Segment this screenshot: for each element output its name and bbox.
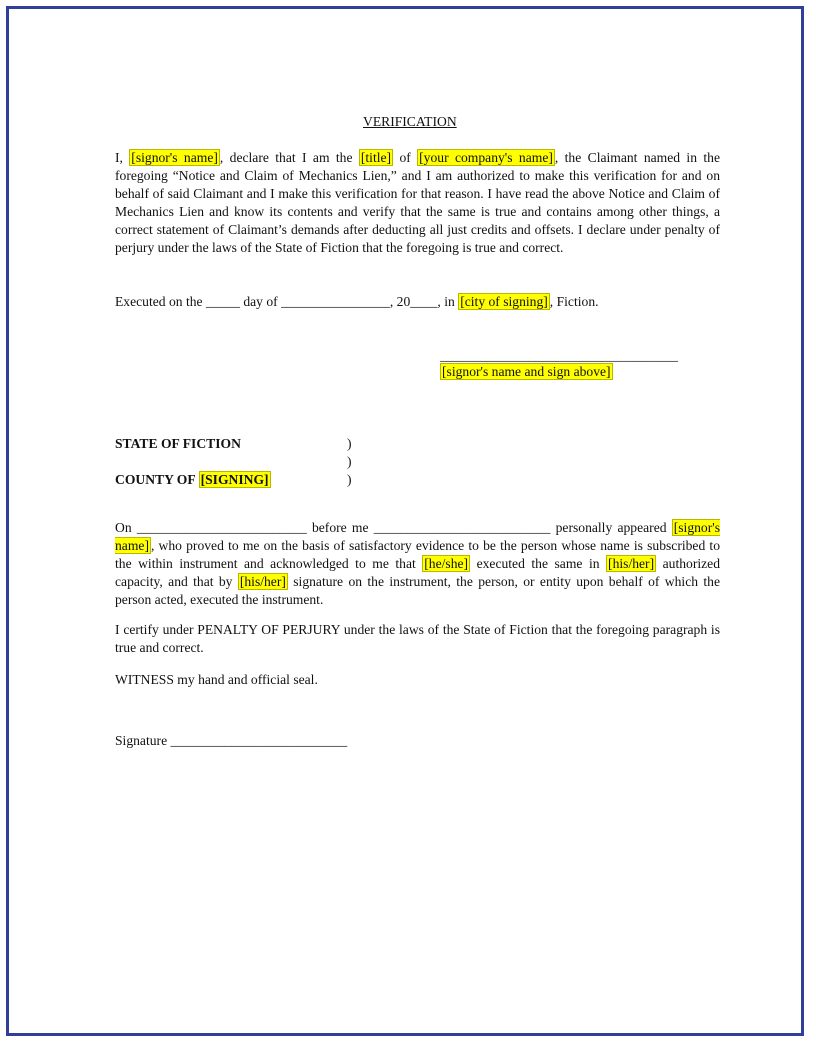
text: authorized capacity, and that by (115, 555, 720, 589)
witness-line: WITNESS my hand and official seal. (115, 672, 318, 687)
text: signature on the instrument, the person, or entity upon behalf of which the person acted, executed the instrument. (115, 573, 720, 607)
text: , who proved to me on the basis of satisfactory evidence to be the person whose name is subscribed to the within instrument and acknowledged to me that (115, 537, 720, 571)
acknowledgment-paragraph (115, 519, 720, 609)
text: I, (115, 150, 130, 165)
venue-paren: ) (347, 472, 352, 487)
certify-paragraph: I certify under PENALTY OF PERJURY under the laws of the State of Fiction that the foregoing paragraph is true and correct. (115, 622, 720, 655)
notary-signature-line: Signature __________________________ (115, 733, 348, 748)
placeholder-pronoun: [his/her] (608, 555, 655, 571)
text: , Fiction. (549, 294, 599, 309)
text: Executed on the _____ day of ________________, 20____, in (115, 294, 459, 309)
text: On _________________________ before me __________________________ personally appeared (115, 520, 672, 535)
placeholder-pronoun: [his/her] (239, 573, 286, 589)
placeholder-company-name: [your company's name] (419, 150, 553, 165)
placeholder-county: [SIGNING] (200, 472, 269, 487)
placeholder-signor-sign: [signor's name and sign above] (442, 364, 611, 379)
placeholder-signor-name: [signor's name] (115, 520, 720, 553)
placeholder-city-of-signing: [city of signing] (460, 294, 548, 309)
text: COUNTY OF (115, 472, 199, 487)
verification-paragraph (115, 149, 720, 256)
placeholder-pronoun: [he/she] (424, 555, 469, 571)
text: executed the same in (470, 555, 607, 571)
state-label: STATE OF FICTION (115, 436, 241, 451)
document-title: VERIFICATION (363, 114, 457, 129)
venue-paren: ) (347, 454, 352, 469)
document-page (6, 6, 804, 1036)
text: , declare that I am the (219, 150, 359, 165)
signature-line: ___________________________________ (440, 348, 678, 363)
placeholder-signor-name: [signor's name] (131, 150, 218, 165)
text: , the Claimant named in the foregoing “Notice and Claim of Mechanics Lien,” and I am authorized to make this verification for and on behalf of said Claimant and I make this verification for that reason. I have read the above Notice and Claim of Mechanics Lien and know its contents and verify that the same is true and contains among other things, a correct statement of Claimant’s demands after deducting all just credits and offsets. I declare under penalty of perjury under the laws of the State of Fiction that the foregoing is true and correct. (115, 150, 720, 255)
text: of (393, 150, 418, 165)
signature-label (440, 363, 613, 381)
venue-paren: ) (347, 436, 352, 451)
executed-line (115, 293, 720, 311)
placeholder-title: [title] (360, 150, 392, 165)
county-label (115, 471, 271, 489)
